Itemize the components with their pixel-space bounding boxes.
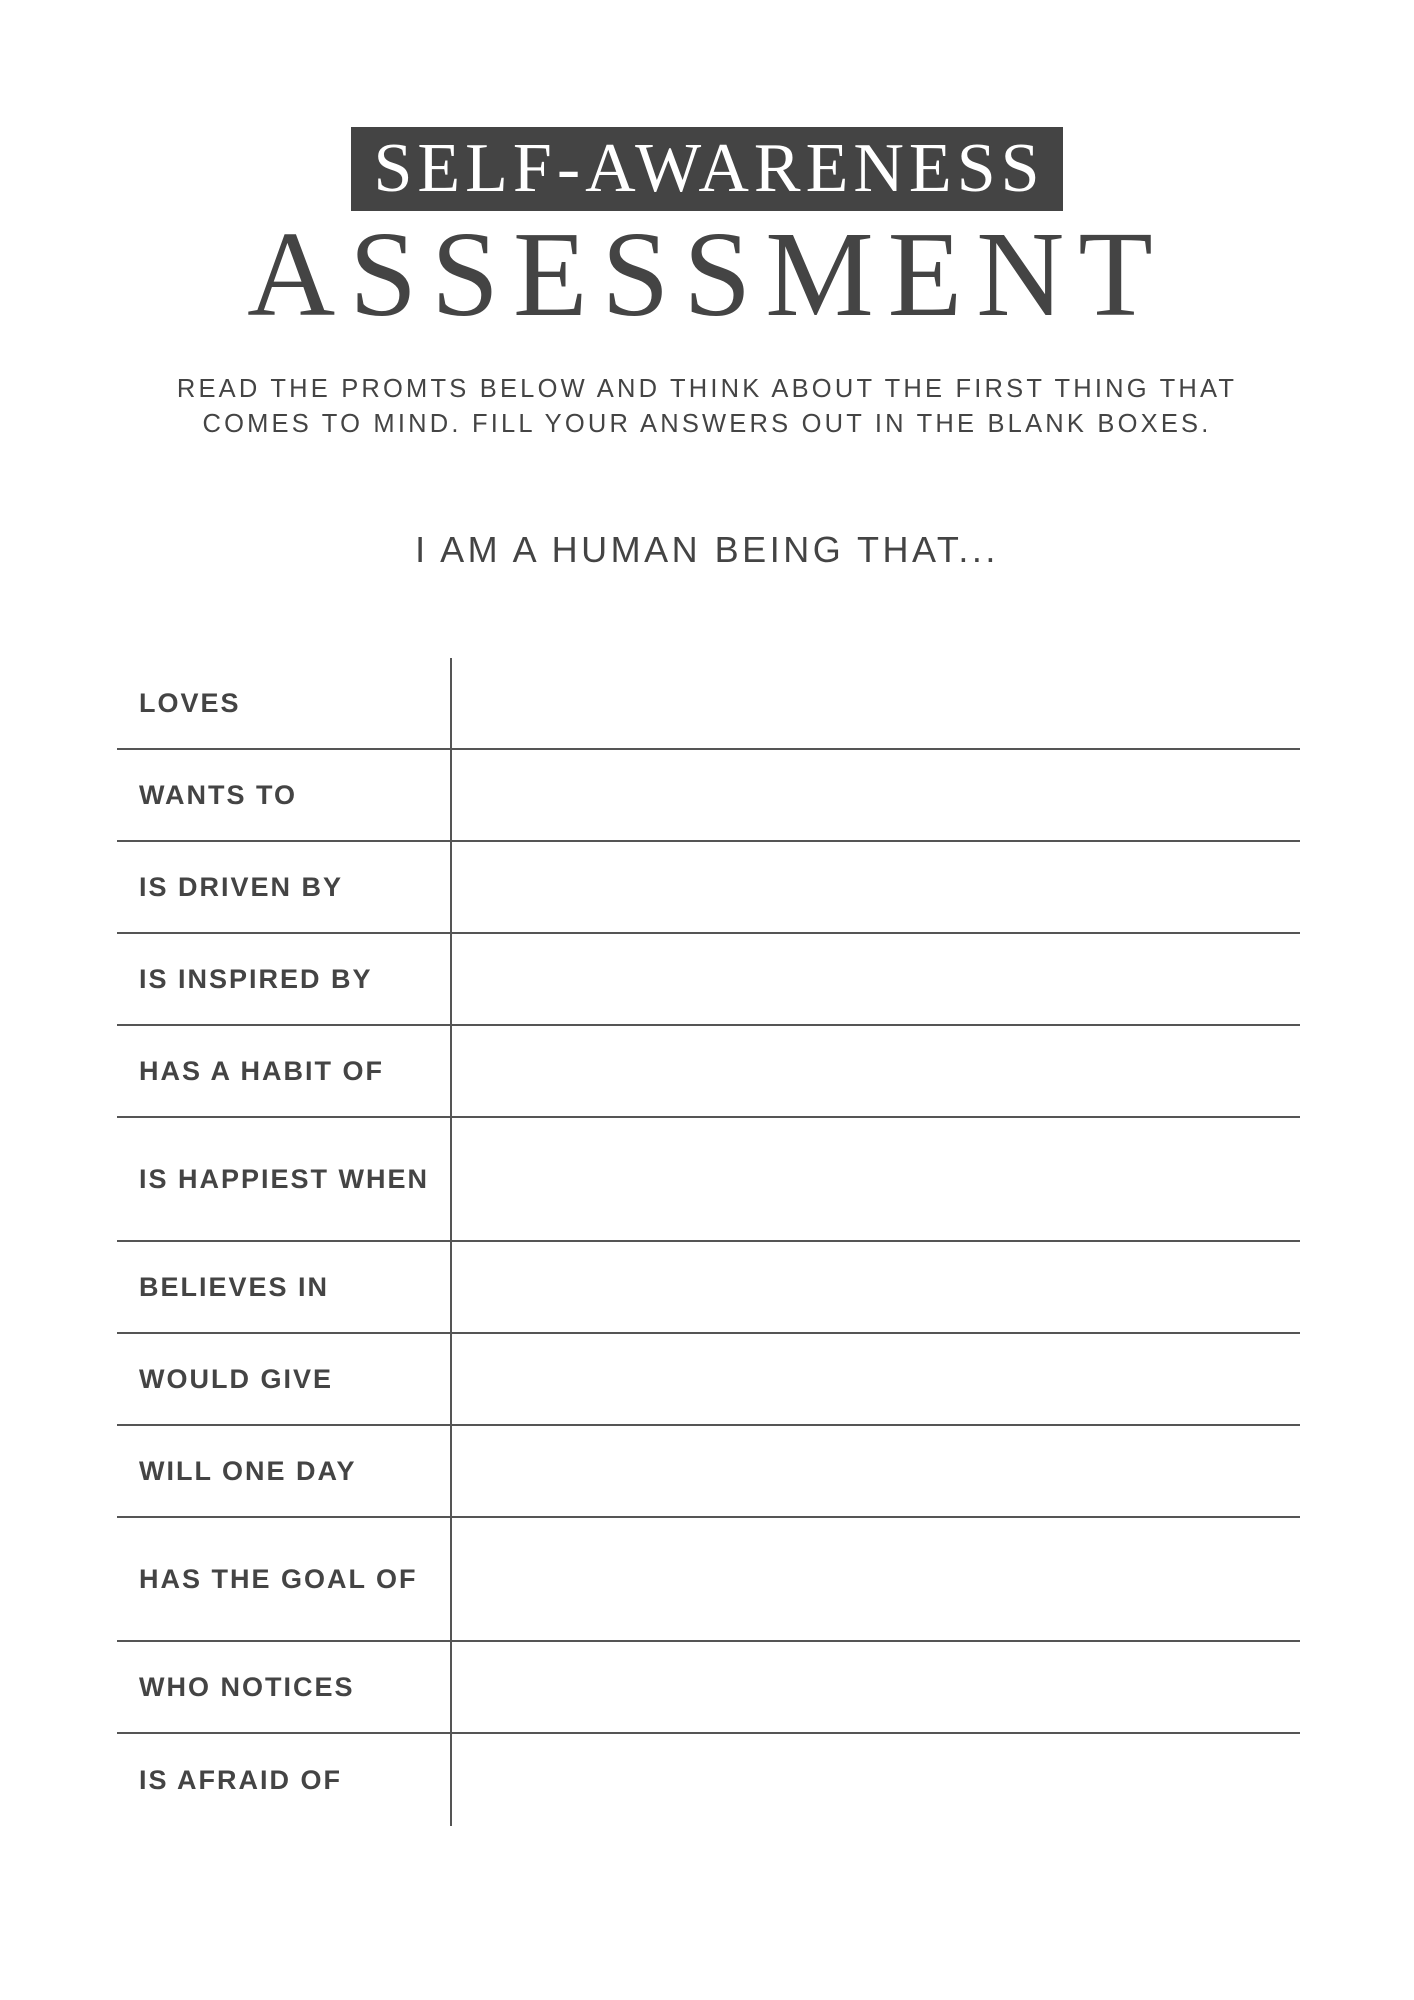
- answer-box[interactable]: [452, 934, 1300, 1024]
- prompt-row: [117, 1242, 1300, 1334]
- answer-box[interactable]: [452, 1026, 1300, 1116]
- instructions-line-1: READ THE PROMTS BELOW AND THINK ABOUT THE FIRST THING THAT: [176, 375, 1238, 403]
- title-self-awareness: SELF-AWARENESS: [351, 127, 1062, 211]
- prompt-label: WANTS TO: [139, 779, 298, 810]
- prompt-row: [117, 1334, 1300, 1426]
- answer-box[interactable]: [452, 658, 1300, 748]
- prompt-row: [117, 1734, 1300, 1826]
- title-banner: [0, 127, 1414, 211]
- prompt-label: IS DRIVEN BY: [139, 871, 344, 902]
- section-subheading: I AM A HUMAN BEING THAT...: [415, 529, 999, 570]
- prompt-label: BELIEVES IN: [139, 1271, 330, 1302]
- answer-box[interactable]: [452, 750, 1300, 840]
- prompt-row: [117, 1426, 1300, 1518]
- instructions: [0, 372, 1414, 442]
- answer-box[interactable]: [452, 1118, 1300, 1240]
- prompt-row: [117, 1642, 1300, 1734]
- prompt-label: HAS A HABIT OF: [139, 1055, 384, 1086]
- answer-box[interactable]: [452, 1518, 1300, 1640]
- prompt-row: [117, 658, 1300, 750]
- answer-box[interactable]: [452, 1426, 1300, 1516]
- answer-box[interactable]: [452, 1242, 1300, 1332]
- prompt-table: [117, 658, 1300, 1826]
- prompt-label: WOULD GIVE: [139, 1363, 333, 1394]
- prompt-label: IS HAPPIEST WHEN: [139, 1163, 430, 1194]
- answer-box[interactable]: [452, 1334, 1300, 1424]
- answer-box[interactable]: [452, 1642, 1300, 1732]
- prompt-label: WHO NOTICES: [139, 1671, 355, 1702]
- prompt-label: IS INSPIRED BY: [139, 963, 373, 994]
- prompt-row: [117, 1026, 1300, 1118]
- prompt-label: WILL ONE DAY: [139, 1455, 357, 1486]
- prompt-row: [117, 1118, 1300, 1242]
- prompt-row: [117, 934, 1300, 1026]
- answer-box[interactable]: [452, 842, 1300, 932]
- instructions-line-2: COMES TO MIND. FILL YOUR ANSWERS OUT IN THE BLANK BOXES.: [202, 410, 1212, 438]
- prompt-label: LOVES: [139, 687, 241, 718]
- prompt-label: IS AFRAID OF: [139, 1764, 342, 1795]
- prompt-row: [117, 1518, 1300, 1642]
- prompt-label: HAS THE GOAL OF: [139, 1563, 418, 1594]
- title-assessment: ASSESSMENT: [247, 207, 1167, 342]
- prompt-row: [117, 750, 1300, 842]
- answer-box[interactable]: [452, 1734, 1300, 1826]
- prompt-row: [117, 842, 1300, 934]
